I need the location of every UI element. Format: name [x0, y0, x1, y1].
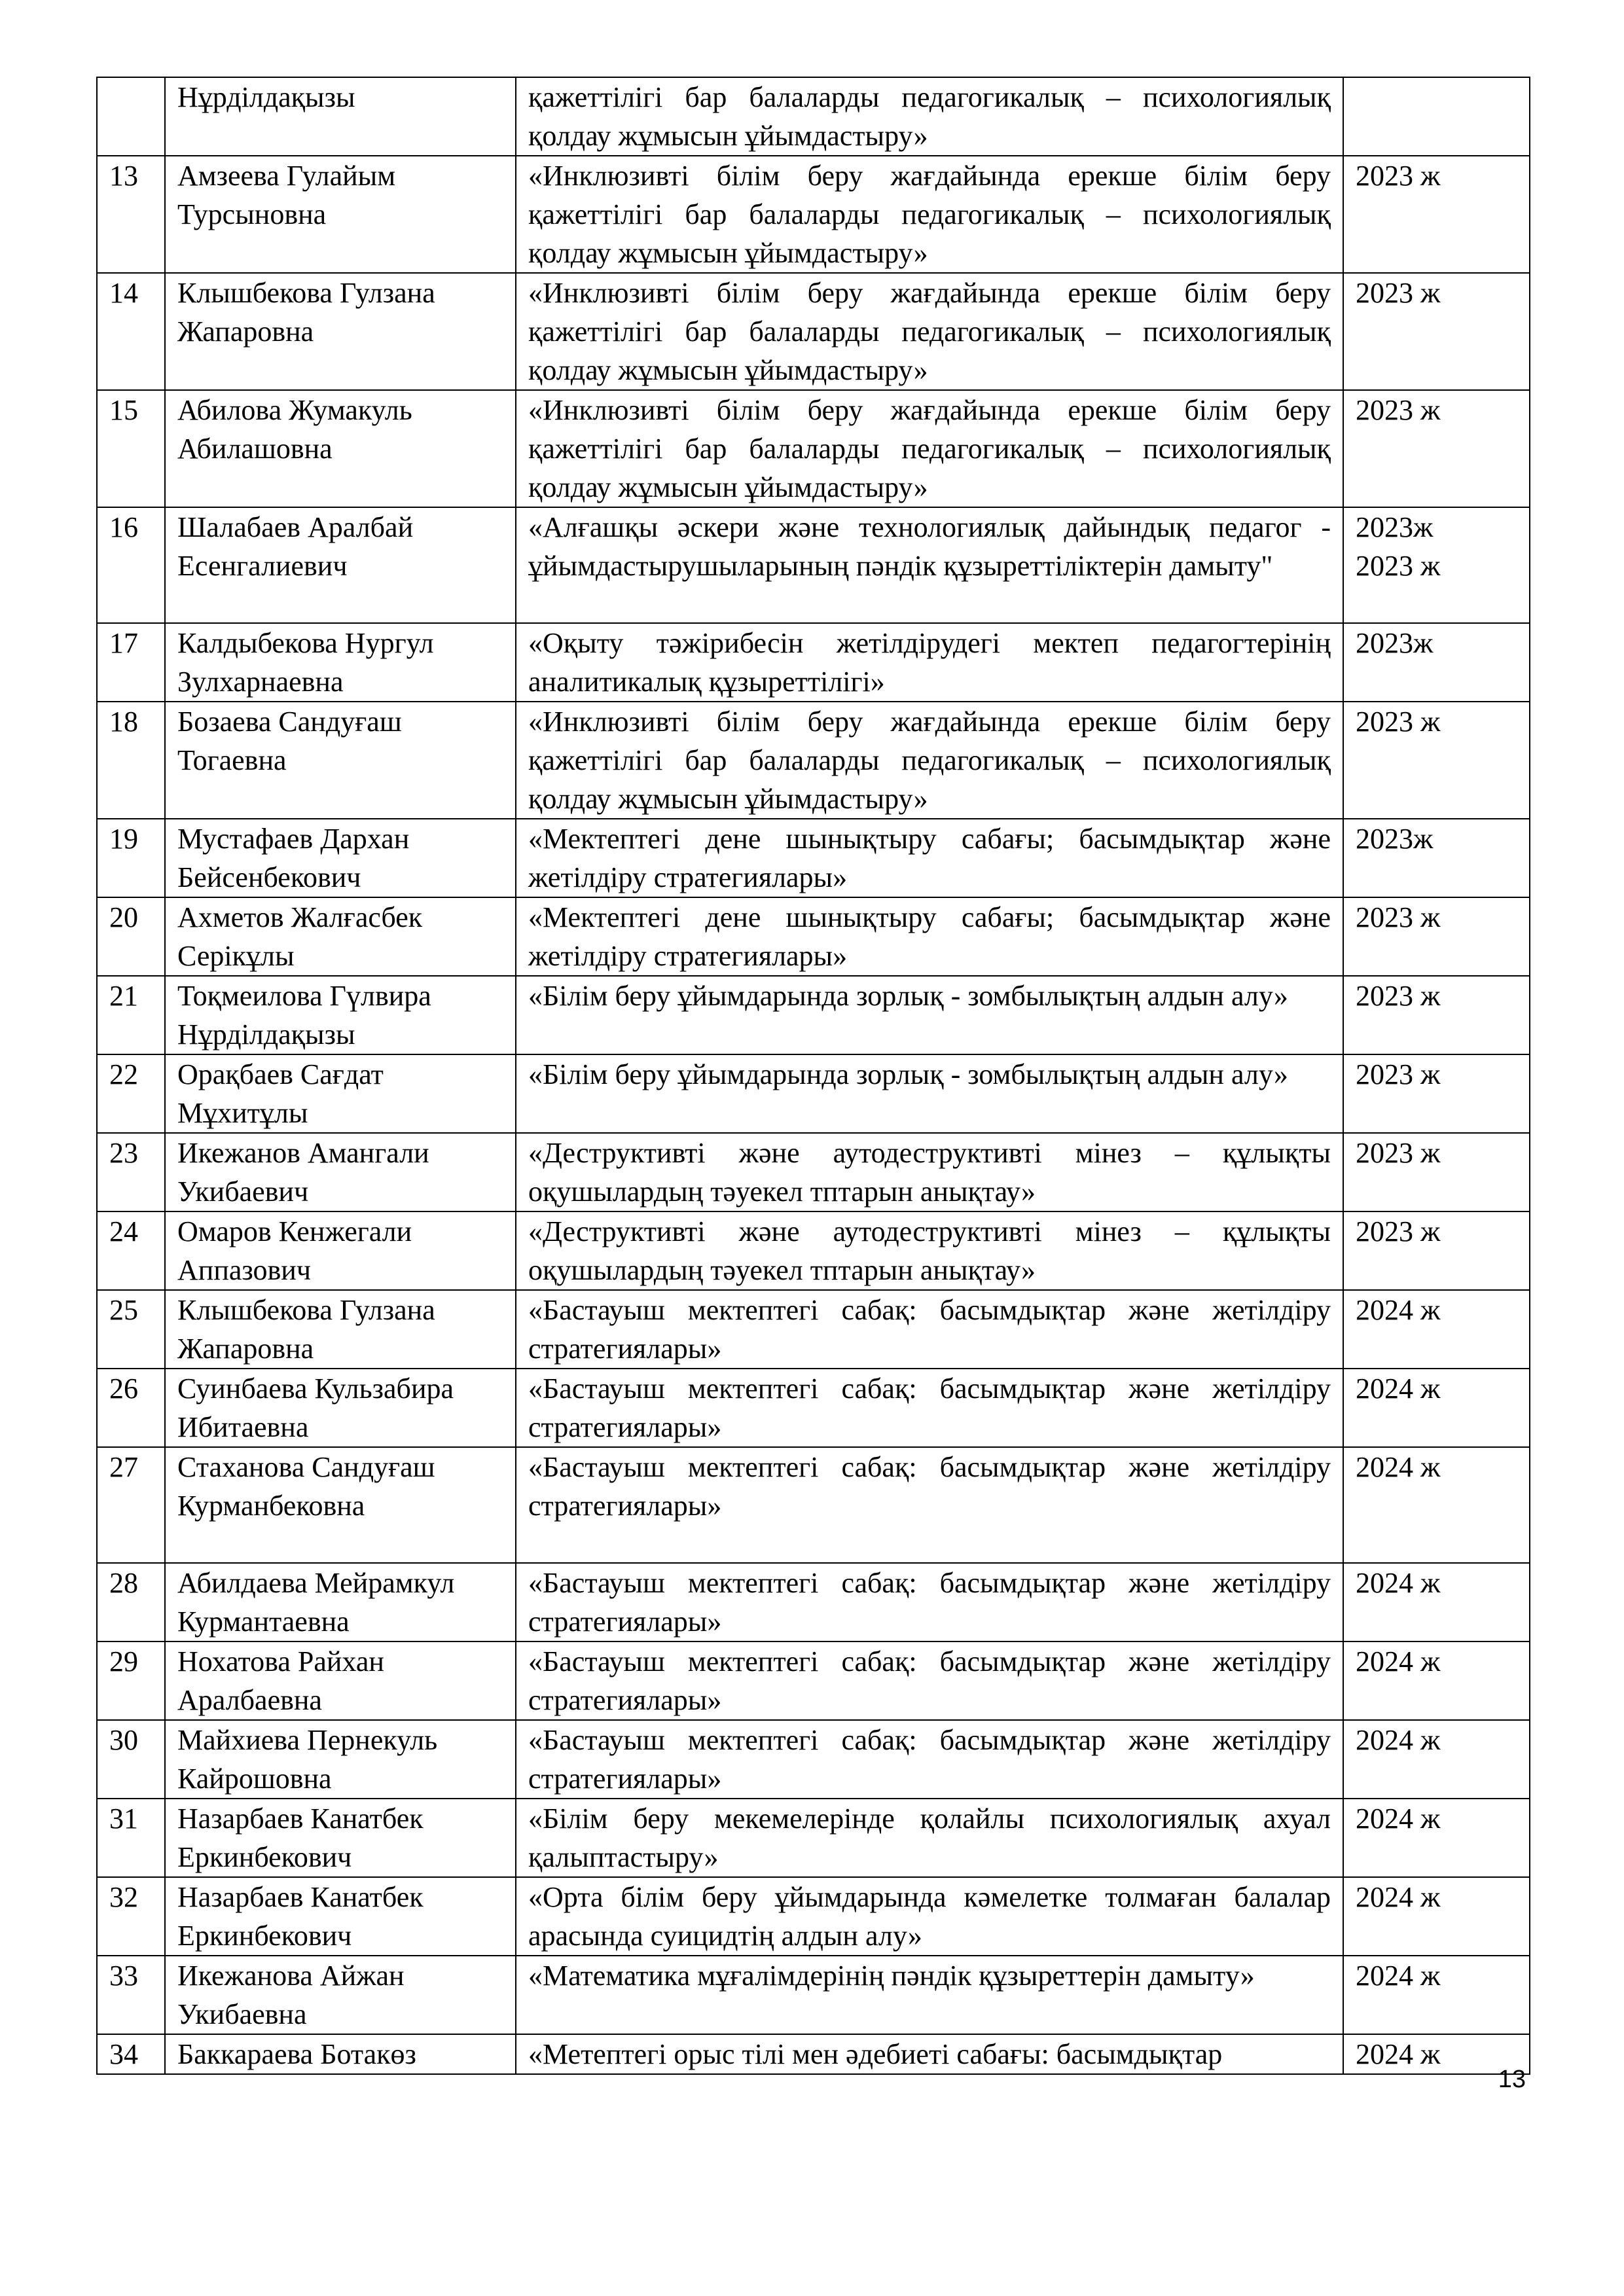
page-number: 13	[1498, 2066, 1526, 2093]
teacher-name: Назарбаев Канатбек Еркинбекович	[165, 1799, 516, 1877]
course-year	[1343, 77, 1530, 156]
row-number: 16	[97, 507, 165, 623]
table-row	[97, 976, 1530, 1054]
teacher-name: Икежанов Амангали Укибаевич	[165, 1133, 516, 1211]
course-year: 2024 ж	[1343, 1447, 1530, 1563]
course-title: «Мектептегі дене шынықтыру сабағы; басымдықтар және жетілдіру стратегиялары»	[516, 819, 1343, 897]
course-title: «Білім беру ұйымдарында зорлық - зомбылықтың алдын алу»	[516, 976, 1343, 1054]
row-number: 22	[97, 1054, 165, 1133]
course-title: «Орта білім беру ұйымдарында кәмелетке толмаған балалар арасында суицидтің алдын алу»	[516, 1877, 1343, 1956]
course-title: «Бастауыш мектептегі сабақ: басымдықтар және жетілдіру стратегиялары»	[516, 1720, 1343, 1799]
teacher-name: Шалабаев Аралбай Есенгалиевич	[165, 507, 516, 623]
course-year: 2023 ж	[1343, 156, 1530, 273]
row-number: 33	[97, 1956, 165, 2034]
teacher-name: Орақбаев Сағдат Мұхитұлы	[165, 1054, 516, 1133]
course-title: «Инклюзивті білім беру жағдайында ерекше білім беру қажеттілігі бар балаларды педагогикалық – психологиялық қолдау жұмысын ұйымдастыру»	[516, 390, 1343, 507]
teacher-name: Клышбекова Гулзана Жапаровна	[165, 273, 516, 390]
table-row	[97, 1133, 1530, 1211]
course-year: 2024 ж	[1343, 1369, 1530, 1447]
row-number: 24	[97, 1211, 165, 1290]
row-number: 19	[97, 819, 165, 897]
course-year: 2023 ж	[1343, 1211, 1530, 1290]
row-number: 28	[97, 1563, 165, 1641]
course-year: 2024 ж	[1343, 1720, 1530, 1799]
course-title: қажеттілігі бар балаларды педагогикалық – психологиялық қолдау жұмысын ұйымдастыру»	[516, 77, 1343, 156]
table-row	[97, 273, 1530, 390]
course-title: «Математика мұғалімдерінің пәндік құзыреттерін дамыту»	[516, 1956, 1343, 2034]
teacher-name: Майхиева Пернекуль Кайрошовна	[165, 1720, 516, 1799]
course-title: «Инклюзивті білім беру жағдайында ерекше білім беру қажеттілігі бар балаларды педагогикалық – психологиялық қолдау жұмысын ұйымдастыру»	[516, 273, 1343, 390]
table-row	[97, 390, 1530, 507]
course-year: 2023 ж	[1343, 1133, 1530, 1211]
row-number: 27	[97, 1447, 165, 1563]
teacher-name: Ахметов Жалғасбек Серікұлы	[165, 897, 516, 976]
course-title: «Метептегі орыс тілі мен әдебиеті сабағы: басымдықтар	[516, 2034, 1343, 2074]
course-title: «Оқыту тәжірибесін жетілдірудегі мектеп педагогтерінің аналитикалық құзыреттілігі»	[516, 623, 1343, 702]
course-year: 2023 ж	[1343, 273, 1530, 390]
table-row	[97, 1054, 1530, 1133]
teacher-name: Амзеева Гулайым Турсыновна	[165, 156, 516, 273]
table-row	[97, 897, 1530, 976]
course-title: «Инклюзивті білім беру жағдайында ерекше білім беру қажеттілігі бар балаларды педагогикалық – психологиялық қолдау жұмысын ұйымдастыру»	[516, 702, 1343, 819]
teacher-name: Суинбаева Кульзабира Ибитаевна	[165, 1369, 516, 1447]
course-title: «Білім беру ұйымдарында зорлық - зомбылықтың алдын алу»	[516, 1054, 1343, 1133]
row-number: 32	[97, 1877, 165, 1956]
course-year: 2024 ж	[1343, 2034, 1530, 2074]
table-row	[97, 1877, 1530, 1956]
training-table	[96, 77, 1530, 2075]
teacher-name: Нұрділдақызы	[165, 77, 516, 156]
course-year: 2024 ж	[1343, 1956, 1530, 2034]
table-row	[97, 1290, 1530, 1369]
row-number: 17	[97, 623, 165, 702]
table-row	[97, 77, 1530, 156]
table-row	[97, 1447, 1530, 1563]
row-number: 15	[97, 390, 165, 507]
row-number: 18	[97, 702, 165, 819]
course-title: «Инклюзивті білім беру жағдайында ерекше білім беру қажеттілігі бар балаларды педагогикалық – психологиялық қолдау жұмысын ұйымдастыру»	[516, 156, 1343, 273]
course-year: 2023 ж	[1343, 897, 1530, 976]
course-title: «Білім беру мекемелерінде қолайлы психологиялық ахуал қалыптастыру»	[516, 1799, 1343, 1877]
course-title: «Бастауыш мектептегі сабақ: басымдықтар және жетілдіру стратегиялары»	[516, 1369, 1343, 1447]
teacher-name: Тоқмеилова Гүлвира Нұрділдақызы	[165, 976, 516, 1054]
course-year: 2024 ж	[1343, 1799, 1530, 1877]
table-row	[97, 1720, 1530, 1799]
course-title: «Мектептегі дене шынықтыру сабағы; басымдықтар және жетілдіру стратегиялары»	[516, 897, 1343, 976]
row-number: 31	[97, 1799, 165, 1877]
table-row	[97, 819, 1530, 897]
course-year: 2024 ж	[1343, 1563, 1530, 1641]
teacher-name: Бозаева Сандуғаш Тогаевна	[165, 702, 516, 819]
course-year: 2024 ж	[1343, 1290, 1530, 1369]
course-year: 2023 ж	[1343, 702, 1530, 819]
table-row	[97, 1641, 1530, 1720]
teacher-name: Клышбекова Гулзана Жапаровна	[165, 1290, 516, 1369]
course-title: «Бастауыш мектептегі сабақ: басымдықтар және жетілдіру стратегиялары»	[516, 1641, 1343, 1720]
course-title: «Бастауыш мектептегі сабақ: басымдықтар және жетілдіру стратегиялары»	[516, 1447, 1343, 1563]
teacher-name: Нохатова Райхан Аралбаевна	[165, 1641, 516, 1720]
teacher-name: Стаханова Сандуғаш Курманбековна	[165, 1447, 516, 1563]
row-number: 21	[97, 976, 165, 1054]
course-year: 2023ж	[1343, 623, 1530, 702]
row-number: 14	[97, 273, 165, 390]
course-title: «Бастауыш мектептегі сабақ: басымдықтар және жетілдіру стратегиялары»	[516, 1563, 1343, 1641]
table-row	[97, 1799, 1530, 1877]
table-row	[97, 702, 1530, 819]
table-row	[97, 1563, 1530, 1641]
teacher-name: Калдыбекова Нургул Зулхарнаевна	[165, 623, 516, 702]
course-year: 2023 ж	[1343, 976, 1530, 1054]
table-row	[97, 507, 1530, 623]
teacher-name: Икежанова Айжан Укибаевна	[165, 1956, 516, 2034]
table-row	[97, 2034, 1530, 2074]
table-row	[97, 1211, 1530, 1290]
row-number: 29	[97, 1641, 165, 1720]
teacher-name: Баккараева Ботакөз	[165, 2034, 516, 2074]
course-title: «Деструктивті және аутодеструктивті мінез – құлықты оқушылардың тәуекел тптарын анықтау»	[516, 1211, 1343, 1290]
course-title: «Деструктивті және аутодеструктивті мінез – құлықты оқушылардың тәуекел тптарын анықтау»	[516, 1133, 1343, 1211]
course-year: 2023ж 2023 ж	[1343, 507, 1530, 623]
course-year: 2023 ж	[1343, 1054, 1530, 1133]
teacher-name: Абилдаева Мейрамкул Курмантаевна	[165, 1563, 516, 1641]
course-title: «Алғашқы әскери және технологиялық дайындық педагог - ұйымдастырушыларының пәндік құзыреттіліктерін дамыту"	[516, 507, 1343, 623]
teacher-name: Назарбаев Канатбек Еркинбекович	[165, 1877, 516, 1956]
teacher-name: Абилова Жумакуль Абилашовна	[165, 390, 516, 507]
row-number: 23	[97, 1133, 165, 1211]
teacher-name: Омаров Кенжегали Аппазович	[165, 1211, 516, 1290]
row-number: 30	[97, 1720, 165, 1799]
row-number: 26	[97, 1369, 165, 1447]
course-year: 2023ж	[1343, 819, 1530, 897]
teacher-name: Мустафаев Дархан Бейсенбекович	[165, 819, 516, 897]
course-title: «Бастауыш мектептегі сабақ: басымдықтар және жетілдіру стратегиялары»	[516, 1290, 1343, 1369]
course-year: 2024 ж	[1343, 1877, 1530, 1956]
row-number: 34	[97, 2034, 165, 2074]
table-row	[97, 623, 1530, 702]
table-row	[97, 156, 1530, 273]
course-year: 2023 ж	[1343, 390, 1530, 507]
row-number: 25	[97, 1290, 165, 1369]
row-number: 20	[97, 897, 165, 976]
row-number	[97, 77, 165, 156]
table-row	[97, 1369, 1530, 1447]
row-number: 13	[97, 156, 165, 273]
course-year: 2024 ж	[1343, 1641, 1530, 1720]
table-row	[97, 1956, 1530, 2034]
